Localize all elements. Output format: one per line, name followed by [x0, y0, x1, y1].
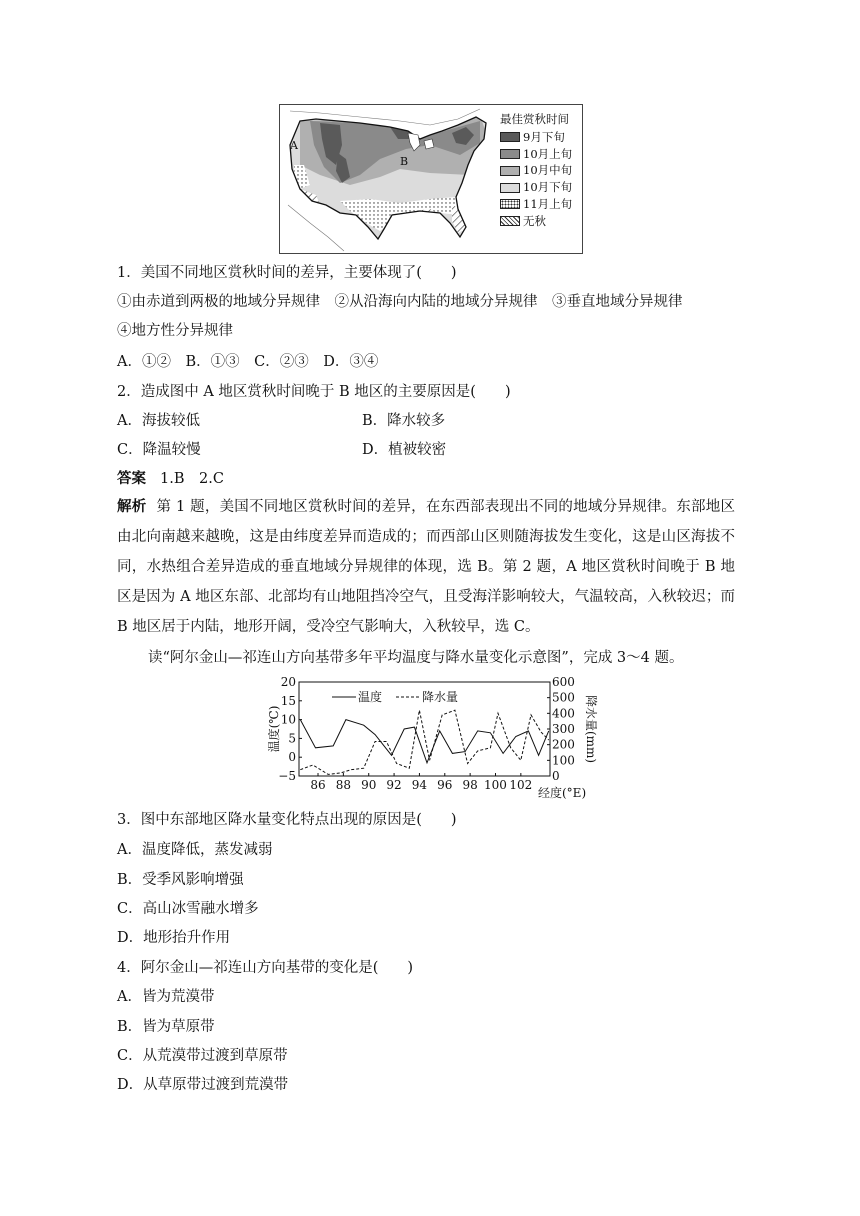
y-right-tick-label: 0 [552, 769, 560, 783]
legend-swatch [500, 166, 520, 176]
q3-stem: 3．图中东部地区降水量变化特点出现的原因是( ) [117, 812, 457, 828]
us-map-drawing [280, 105, 495, 253]
y-right-tick-label: 400 [552, 706, 575, 721]
legend-swatch [500, 149, 520, 159]
q2-stem: 2．造成图中 A 地区赏秋时间晚于 B 地区的主要原因是( ) [117, 384, 511, 400]
map-legend [500, 111, 572, 230]
q2-option-b: B．降水较多 [362, 413, 446, 429]
x-tick-label: 90 [361, 778, 377, 792]
temperature-precipitation-chart [268, 676, 598, 800]
us-autumn-map [279, 104, 583, 254]
x-tick-label: 98 [462, 778, 478, 792]
q1-options-line1: ①由赤道到两极的地域分异规律 ②从沿海向内陆的地域分异规律 ③垂直地域分异规律 [117, 294, 683, 310]
y-right-tick-label: 500 [552, 690, 575, 705]
q4-option-a: A．皆为荒漠带 [117, 989, 215, 1005]
legend-item: 10月上旬 [500, 146, 572, 163]
legend-swatch [500, 132, 520, 142]
legend-swatch [500, 199, 520, 209]
x-tick-label: 94 [411, 778, 428, 792]
q4-option-b: B．皆为草原带 [117, 1019, 215, 1035]
legend-precip-label: 降水量 [422, 690, 459, 704]
legend-temp-label: 温度 [358, 690, 383, 704]
q1-stem: 1．美国不同地区赏秋时间的差异，主要体现了( ) [117, 265, 457, 281]
x-tick-label: 100 [484, 778, 507, 792]
y-right-tick-label: 300 [552, 722, 575, 736]
legend-title: 最佳赏秋时间 [500, 112, 569, 126]
q1-options-line2: ④地方性分异规律 [117, 323, 233, 339]
legend-item: 9月下旬 [500, 129, 572, 146]
x-tick-label: 96 [437, 778, 453, 792]
answer-line [117, 469, 224, 489]
x-tick-label: 88 [335, 778, 352, 792]
legend-item: 无秋 [500, 213, 572, 230]
x-tick-label: 92 [386, 778, 402, 792]
analysis-text: 第 1 题，美国不同地区赏秋时间的差异，在东西部表现出不同的地域分异规律。东部地区由北向南越来越晚，这是由纬度差异而造成的；而西部山区则随海拔发生变化，这是山区海拔不同，水热组合差异造成的垂直地域分异规律的体现，选 B。第 2 题，A 地区赏秋时间晚于 B 地区是因为 A 地区东部、北部均有山地阻挡冷空气，且受海洋影响较大，气温较高，入秋较迟；而 B 地区居于内陆，地形开阔，受冷空气影响大，入秋较早，选 C。 [117, 499, 735, 635]
map-label-b: B [400, 155, 409, 168]
legend-swatch [500, 183, 520, 193]
y-right-tick-label: 200 [552, 737, 575, 752]
q3-option-d: D．地形抬升作用 [117, 930, 231, 946]
legend-item: 11月上旬 [500, 196, 572, 213]
x-axis-label: 经度(°E) [538, 786, 587, 800]
y-left-tick-label: 15 [280, 693, 296, 708]
q2-option-c: C．降温较慢 [117, 442, 201, 458]
x-tick-label: 102 [509, 778, 533, 792]
q4-option-c: C．从荒漠带过渡到草原带 [117, 1048, 288, 1064]
y-left-tick-label: 20 [280, 676, 296, 689]
temperature-series-line [300, 720, 548, 763]
q3-option-c: C．高山冰雪融水增多 [117, 901, 259, 917]
y-left-tick-label: 10 [280, 712, 296, 727]
y-left-tick-label: 5 [288, 731, 296, 746]
answer-text: 1.B 2.C [160, 471, 224, 487]
chart-svg [268, 676, 598, 800]
y-left-tick-label: −5 [278, 769, 296, 783]
legend-swatch [500, 216, 520, 226]
y-right-tick-label: 100 [552, 753, 575, 768]
q4-stem: 4．阿尔金山—祁连山方向基带的变化是( ) [117, 960, 414, 976]
y-left-label: 温度(℃) [268, 705, 281, 753]
q4-option-d: D．从草原带过渡到荒漠带 [117, 1077, 289, 1093]
analysis-label: 解析 [117, 499, 147, 515]
analysis-paragraph [117, 492, 735, 642]
answer-label: 答案 [117, 471, 146, 487]
map-label-a: A [290, 139, 298, 152]
legend-item: 10月中旬 [500, 162, 572, 179]
chart-intro: 读“阿尔金山—祁连山方向基带多年平均温度与降水量变化示意图”，完成 3～4 题。 [148, 650, 684, 666]
y-right-tick-label: 600 [552, 676, 575, 689]
x-tick-label: 86 [310, 778, 326, 792]
q2-option-a: A．海拔较低 [117, 413, 200, 429]
q3-option-b: B．受季风影响增强 [117, 872, 244, 888]
q2-option-d: D．植被较密 [362, 442, 447, 458]
y-left-tick-label: 0 [288, 750, 296, 765]
q3-option-a: A．温度降低，蒸发减弱 [117, 842, 273, 858]
legend-item: 10月下旬 [500, 179, 572, 196]
q1-choices: A．①② B．①③ C．②③ D．③④ [117, 354, 379, 370]
y-right-label: 降水量(mm) [584, 694, 598, 764]
